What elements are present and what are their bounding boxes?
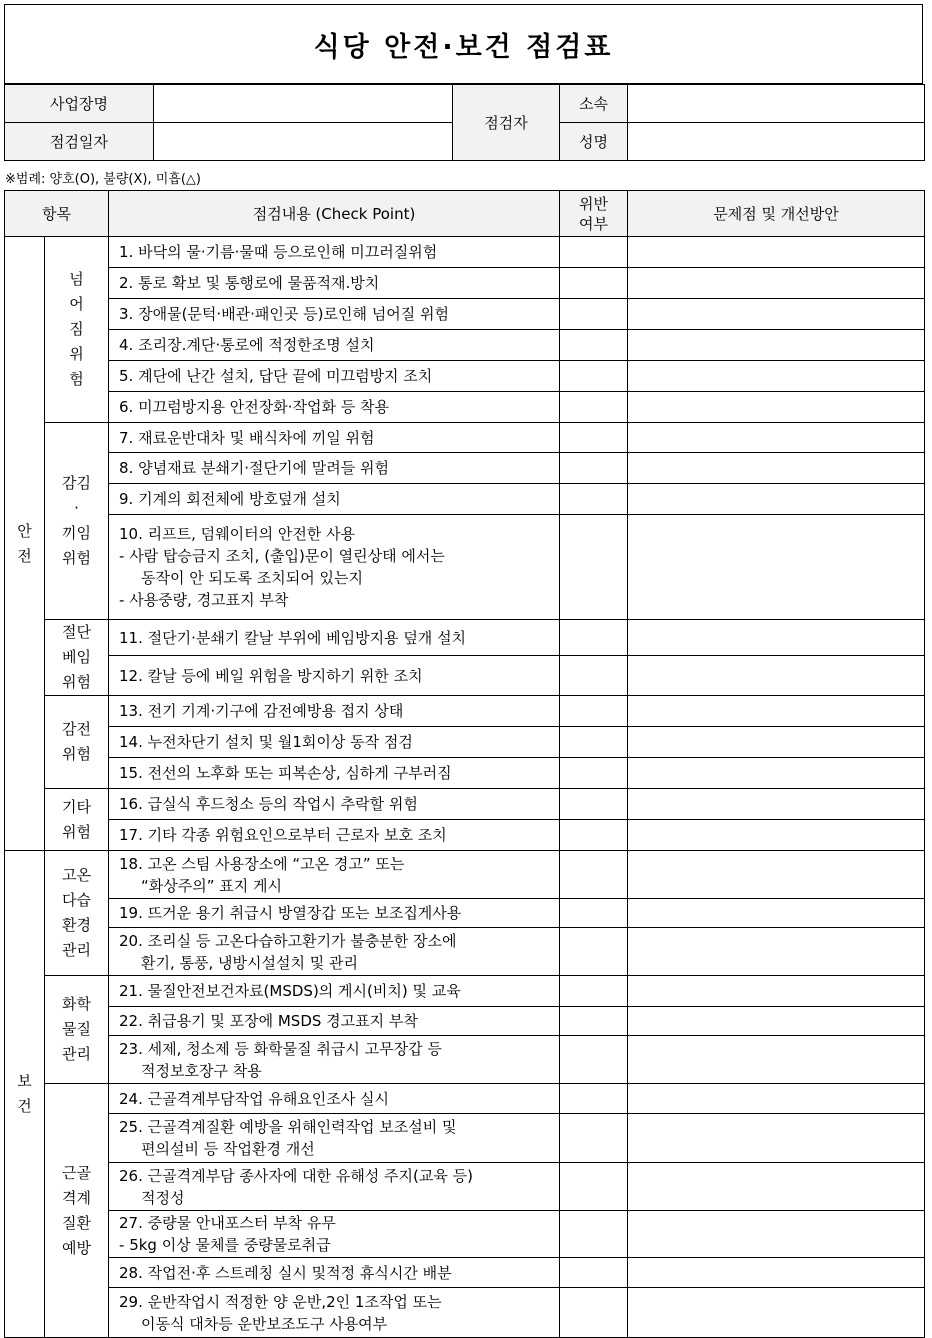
violation-cell[interactable] [560, 1036, 628, 1084]
remedy-cell[interactable] [628, 330, 925, 361]
violation-cell[interactable] [560, 1163, 628, 1211]
violation-cell[interactable] [560, 620, 628, 656]
check-item-line: 환기, 통풍, 냉방시설설치 및 관리 [141, 953, 358, 972]
remedy-cell[interactable] [628, 237, 925, 268]
violation-cell[interactable] [560, 453, 628, 484]
check-item: 2. 통로 확보 및 통행로에 물품적재.방치 [109, 268, 560, 299]
header-remedy: 문제점 및 개선방안 [628, 191, 925, 237]
check-item: 7. 재료운반대차 및 배식차에 끼일 위험 [109, 423, 560, 453]
violation-cell[interactable] [560, 656, 628, 696]
group-cut: 절단 베임 위험 [45, 620, 109, 696]
header-category: 항목 [5, 191, 109, 237]
affiliation-label: 소속 [560, 85, 628, 123]
category-safety: 안 전 [5, 237, 45, 851]
check-item: 15. 전선의 노후화 또는 피복손상, 심하게 구부러짐 [109, 758, 560, 789]
check-item-multiline [109, 1114, 560, 1163]
violation-cell[interactable] [560, 330, 628, 361]
remedy-cell[interactable] [628, 1288, 925, 1338]
violation-cell[interactable] [560, 237, 628, 268]
violation-cell[interactable] [560, 392, 628, 423]
violation-cell[interactable] [560, 1114, 628, 1163]
affiliation-value[interactable] [628, 85, 925, 123]
check-item: 21. 물질안전보건자료(MSDS)의 게시(비치) 및 교육 [109, 976, 560, 1007]
checklist-table [4, 190, 925, 1338]
remedy-cell[interactable] [628, 1084, 925, 1114]
violation-cell[interactable] [560, 1258, 628, 1288]
check-item-line: - 5kg 이상 물체를 중량물로취급 [119, 1236, 331, 1254]
violation-cell[interactable] [560, 1084, 628, 1114]
check-item-multiline [109, 851, 560, 899]
remedy-cell[interactable] [628, 1036, 925, 1084]
remedy-cell[interactable] [628, 656, 925, 696]
category-health: 보 건 [5, 851, 45, 1338]
remedy-cell[interactable] [628, 423, 925, 453]
check-item: 13. 전기 기계·기구에 감전예방용 접지 상태 [109, 696, 560, 727]
group-musculoskeletal: 근골 격계 질환 예방 [45, 1084, 109, 1338]
remedy-cell[interactable] [628, 758, 925, 789]
title-box [4, 4, 923, 84]
info-table [4, 84, 925, 161]
violation-cell[interactable] [560, 820, 628, 851]
remedy-cell[interactable] [628, 620, 925, 656]
check-item-line: “화상주의” 표지 게시 [141, 876, 283, 895]
page-title: 식당 안전·보건 점검표 [313, 31, 614, 63]
check-item-line: 29. 운반작업시 적정한 양 운반,2인 1조작업 또는 [119, 1292, 442, 1311]
header-violation: 위반 여부 [560, 191, 628, 237]
remedy-cell[interactable] [628, 976, 925, 1007]
check-item-multiline [109, 1288, 560, 1338]
remedy-cell[interactable] [628, 268, 925, 299]
check-item-line: 25. 근골격계질환 예방을 위해인력작업 보조설비 및 [119, 1118, 457, 1136]
remedy-cell[interactable] [628, 361, 925, 392]
check-item-line: 18. 고온 스팀 사용장소에 “고온 경고” 또는 [119, 854, 405, 873]
check-item-line: 적정성 [141, 1188, 185, 1207]
remedy-cell[interactable] [628, 899, 925, 928]
check-item: 11. 절단기·분쇄기 칼날 부위에 베임방지용 덮개 설치 [109, 620, 560, 656]
violation-cell[interactable] [560, 361, 628, 392]
violation-cell[interactable] [560, 1288, 628, 1338]
name-label: 성명 [560, 123, 628, 161]
check-item: 8. 양념재료 분쇄기·절단기에 말려들 위험 [109, 453, 560, 484]
violation-cell[interactable] [560, 976, 628, 1007]
check-item: 3. 장애물(문턱·배관·패인곳 등)로인해 넘어질 위험 [109, 299, 560, 330]
remedy-cell[interactable] [628, 453, 925, 484]
remedy-cell[interactable] [628, 789, 925, 820]
remedy-cell[interactable] [628, 392, 925, 423]
violation-cell[interactable] [560, 928, 628, 976]
legend: ※범례: 양호(O), 불량(X), 미흡(△) [5, 172, 201, 187]
group-caught: 감김 · 끼임 위험 [45, 423, 109, 620]
check-item-line: 동작이 안 되도록 조치되어 있는지 [141, 569, 363, 587]
remedy-cell[interactable] [628, 1163, 925, 1211]
remedy-cell[interactable] [628, 696, 925, 727]
check-item-line: 적정보호장구 착용 [141, 1061, 262, 1080]
group-fall: 넘 어 짐 위 험 [45, 237, 109, 423]
check-item-line: 26. 근골격계부담 종사자에 대한 유해성 주지(교육 등) [119, 1166, 473, 1185]
check-item-line: 10. 리프트, 덤웨이터의 안전한 사용 [119, 525, 356, 543]
check-item-line: 편의설비 등 작업환경 개선 [141, 1140, 315, 1158]
check-item: 1. 바닥의 물·기름·물때 등으로인해 미끄러질위험 [109, 237, 560, 268]
violation-cell[interactable] [560, 1211, 628, 1258]
violation-cell[interactable] [560, 758, 628, 789]
violation-cell[interactable] [560, 696, 628, 727]
check-item-line: - 사람 탑승금지 조치, (출입)문이 열린상태 에서는 [119, 547, 445, 565]
name-value[interactable] [628, 123, 925, 161]
check-item: 17. 기타 각종 위험요인으로부터 근로자 보호 조치 [109, 820, 560, 851]
group-chemical: 화학 물질 관리 [45, 976, 109, 1084]
check-item: 22. 취급용기 및 포장에 MSDS 경고표지 부착 [109, 1007, 560, 1036]
remedy-cell[interactable] [628, 1114, 925, 1163]
group-other: 기타 위험 [45, 789, 109, 851]
check-item-line: - 사용중량, 경고표지 부착 [119, 591, 289, 609]
site-label: 사업장명 [5, 85, 154, 123]
remedy-cell[interactable] [628, 1211, 925, 1258]
remedy-cell[interactable] [628, 820, 925, 851]
check-item: 14. 누전차단기 설치 및 월1회이상 동작 점검 [109, 727, 560, 758]
remedy-cell[interactable] [628, 1258, 925, 1288]
check-item: 16. 급실식 후드청소 등의 작업시 추락할 위험 [109, 789, 560, 820]
violation-cell[interactable] [560, 484, 628, 515]
check-item: 12. 칼날 등에 베일 위험을 방지하기 위한 조치 [109, 656, 560, 696]
violation-cell[interactable] [560, 899, 628, 928]
site-value[interactable] [154, 85, 453, 123]
check-item-multiline [109, 1211, 560, 1258]
check-item: 28. 작업전·후 스트레칭 실시 및적정 휴식시간 배분 [109, 1258, 560, 1288]
violation-cell[interactable] [560, 423, 628, 453]
violation-cell[interactable] [560, 727, 628, 758]
remedy-cell[interactable] [628, 299, 925, 330]
violation-cell[interactable] [560, 851, 628, 899]
group-electric: 감전 위험 [45, 696, 109, 789]
remedy-cell[interactable] [628, 727, 925, 758]
violation-cell[interactable] [560, 1007, 628, 1036]
violation-cell[interactable] [560, 789, 628, 820]
check-item-line: 23. 세제, 청소제 등 화학물질 취급시 고무장갑 등 [119, 1039, 442, 1058]
check-item: 9. 기계의 회전체에 방호덮개 설치 [109, 484, 560, 515]
violation-cell[interactable] [560, 515, 628, 620]
check-item: 5. 계단에 난간 설치, 답단 끝에 미끄럼방지 조치 [109, 361, 560, 392]
check-item-multiline [109, 1163, 560, 1211]
violation-cell[interactable] [560, 299, 628, 330]
remedy-cell[interactable] [628, 851, 925, 899]
remedy-cell[interactable] [628, 1007, 925, 1036]
inspector-label: 점검자 [453, 85, 560, 161]
check-item: 19. 뜨거운 용기 취급시 방열장갑 또는 보조집게사용 [109, 899, 560, 928]
check-item-multiline [109, 928, 560, 976]
violation-cell[interactable] [560, 268, 628, 299]
check-item-line: 이동식 대차등 운반보조도구 사용여부 [141, 1314, 388, 1333]
remedy-cell[interactable] [628, 515, 925, 620]
check-item-line: 27. 중량물 안내포스터 부착 유무 [119, 1214, 336, 1232]
check-item-multiline [109, 1036, 560, 1084]
check-item: 4. 조리장.계단·통로에 적정한조명 설치 [109, 330, 560, 361]
date-label: 점검일자 [5, 123, 154, 161]
check-item: 6. 미끄럼방지용 안전장화·작업화 등 착용 [109, 392, 560, 423]
remedy-cell[interactable] [628, 928, 925, 976]
check-item-line: 20. 조리실 등 고온다습하고환기가 불충분한 장소에 [119, 931, 457, 950]
header-content: 점검내용 (Check Point) [109, 191, 560, 237]
group-heat: 고온 다습 환경 관리 [45, 851, 109, 976]
check-item: 24. 근골격계부담작업 유해요인조사 실시 [109, 1084, 560, 1114]
remedy-cell[interactable] [628, 484, 925, 515]
check-item-multiline [109, 515, 560, 620]
date-value[interactable] [154, 123, 453, 161]
